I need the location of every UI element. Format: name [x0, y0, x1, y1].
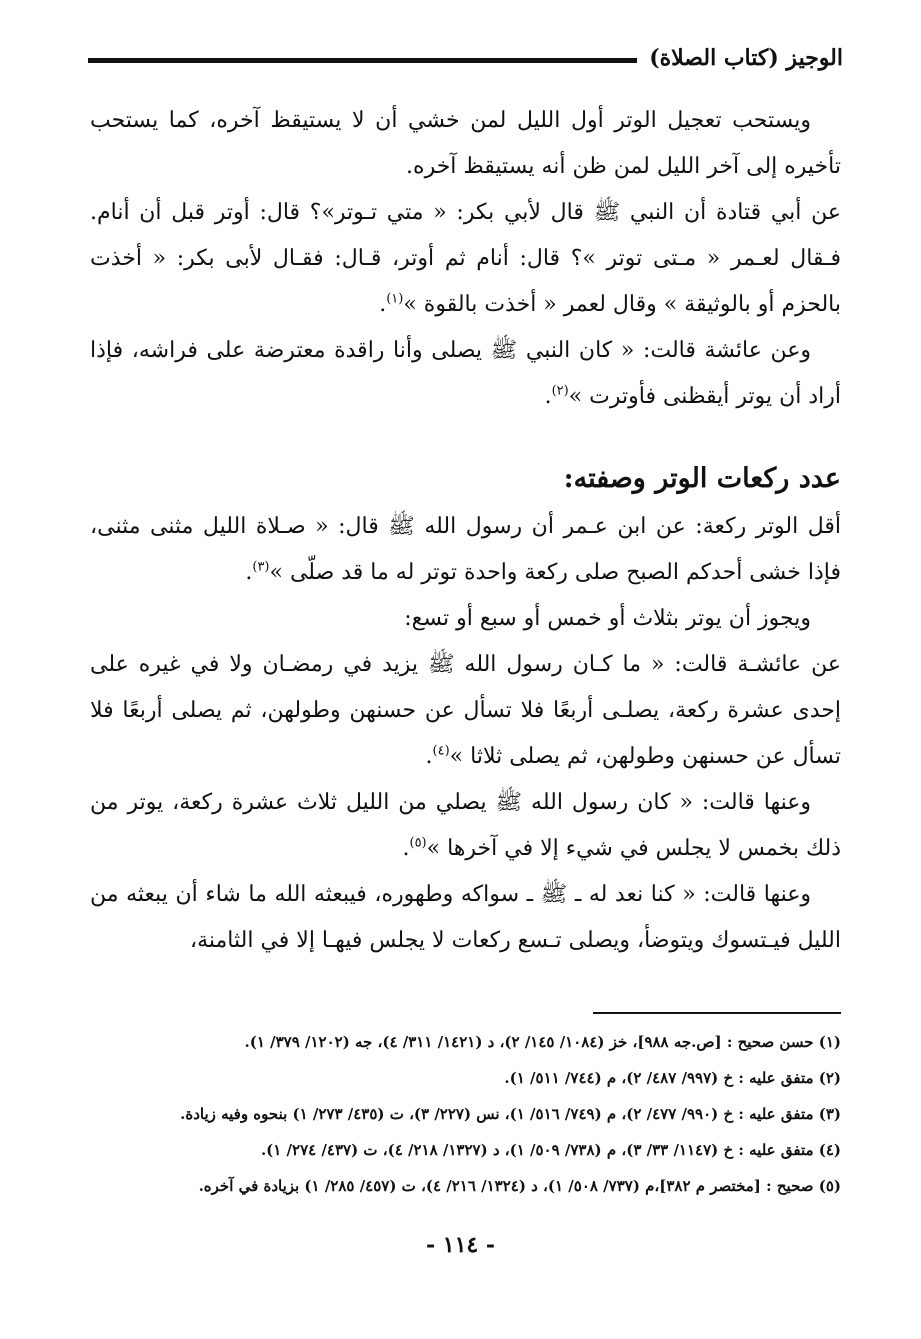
footnote-separator — [593, 1012, 841, 1014]
footnote-ref-2: (٢) — [551, 383, 569, 399]
section-paragraph-2 — [90, 596, 841, 642]
section-heading: عدد ركعات الوتر وصفته: — [563, 463, 841, 494]
paragraph-1-text: ويستحب تعجيل الوتر أول الليل لمن خشي أن لا يستيقظ آخره، كما يستحب تأخيره إلى آخر الليل لمن ظن أنه يستيقظ آخره. — [90, 108, 841, 179]
paragraph-2-text: عن أبي قتادة أن النبي ﷺ قال لأبي بكر: « متي تـوتر»؟ قال: أوتر قبل أن أنام. فـقال لعـمر « مـتى توتر »؟ قال: أنام ثم أوتر، قـال: فقـال لأبى بكر: « أخذت بالحزم أو بالوثيقة » وقال لعمر « أخذت بالقوة » — [90, 200, 841, 317]
section-paragraph-4: وعنها قالت: « كان رسول الله ﷺ يصلي من الليل ثلاث عشرة ركعة، يوتر من ذلك بخمس لا يجلس في شيء إلا في آخرها »$^{(٥)}$. — [90, 790, 841, 861]
header-title: الوجيز (كتاب الصلاة) — [649, 45, 843, 71]
section-paragraph-5 — [90, 872, 841, 964]
paragraph-3-text: وعن عائشة قالت: « كان النبي ﷺ يصلى وأنا راقدة معترضة على فراشه، فإذا أراد أن يوتر أيقظنى فأوترت » — [90, 338, 841, 409]
footnote-5: (٥) صحيح : [مختصر م ٣٨٢]،م (٧٣٧/ ٥٠٨/ ١)، د (١٣٢٤/ ٢١٦/ ٤)، ت (٤٥٧/ ٢٨٥/ ١) بزيادة في آخره. — [198, 1177, 841, 1195]
running-header — [88, 38, 843, 78]
footnote-ref-5: (٥) — [409, 835, 427, 851]
page-number: - ١١٤ - — [425, 1232, 496, 1258]
header-rule — [88, 58, 637, 63]
section-paragraph-4-text: وعنها قالت: « كان رسول الله ﷺ يصلي من الليل ثلاث عشرة ركعة، يوتر من ذلك بخمس لا يجلس في شيء إلا في آخرها » — [90, 790, 841, 861]
footnote-4: (٤) متفق عليه : خ (١١٤٧/ ٣٣/ ٣)، م (٧٣٨/ ٥٠٩/ ١)، د (١٣٢٧/ ٢١٨/ ٤)، ت (٤٣٧/ ٢٧٤/ ١). — [260, 1141, 841, 1159]
footnote-ref-3: (٣) — [252, 559, 270, 575]
section-paragraph-5-text: وعنها قالت: « كنا نعد له ـ ﷺ ـ سواكه وطهوره، فيبعثه الله ما شاء أن يبعثه من الليل فيـتسوك ويتوضأ، ويصلى تـسع ركعات لا يجلس فيهـا إلا في الثامنة، — [90, 882, 841, 953]
section-paragraph-2-text: ويجوز أن يوتر بثلاث أو خمس أو سبع أو تسع: — [404, 606, 811, 631]
footnote-ref-4: (٤) — [432, 743, 450, 759]
section-paragraph-3-text: عن عائشـة قالت: « ما كـان رسول الله ﷺ يزيد في رمضـان ولا في غيره على إحدى عشرة ركعة، يصلـى أربعًا فلا تسأل عن حسنهن وطولهن، ثم يصلى أربعًا فلا تسأل عن حسنهن وطولهن، ثم يصلى ثلاثا » — [90, 652, 841, 769]
body-text — [90, 98, 841, 964]
footnote-ref-1: (١) — [386, 291, 404, 307]
section-paragraph-1: أقل الوتر ركعة: عن ابن عـمر أن رسول الله ﷺ قال: « صـلاة الليل مثنى مثنى، فإذا خشى أحدكم الصبح صلى ركعة واحدة توتر له ما قد صلّى »$^{(٣)}$. — [90, 514, 841, 585]
paragraph-3: وعن عائشة قالت: « كان النبي ﷺ يصلى وأنا راقدة معترضة على فراشه، فإذا أراد أن يوتر أيقظنى فأوترت »$^{(٢)}$. — [90, 338, 841, 409]
footnote-2: (٢) متفق عليه : خ (٩٩٧/ ٤٨٧/ ٢)، م (٧٤٤/ ٥١١/ ١). — [504, 1069, 841, 1087]
footnotes — [88, 1024, 841, 1204]
paragraph-2: عن أبي قتادة أن النبي ﷺ قال لأبي بكر: « متي تـوتر»؟ قال: أوتر قبل أن أنام. فـقال لعـمر « مـتى توتر »؟ قال: أنام ثم أوتر، قـال: فقـال لأبى بكر: « أخذت بالحزم أو بالوثيقة » وقال لعمر « أخذت بالقوة »$^{(١)}$. — [90, 200, 841, 317]
footnote-1: (١) حسن صحيح : [ص.جه ٩٨٨]، خز (١٠٨٤/ ١٤٥/ ٢)، د (١٤٢١/ ٣١١/ ٤)، جه (١٢٠٢/ ٣٧٩/ ١). — [244, 1033, 841, 1051]
section-paragraph-3: عن عائشـة قالت: « ما كـان رسول الله ﷺ يزيد في رمضـان ولا في غيره على إحدى عشرة ركعة، يصلـى أربعًا فلا تسأل عن حسنهن وطولهن، ثم يصلى أربعًا فلا تسأل عن حسنهن وطولهن، ثم يصلى ثلاثا »$^{(٤)}$. — [90, 652, 841, 769]
section-paragraph-1-text: أقل الوتر ركعة: عن ابن عـمر أن رسول الله ﷺ قال: « صـلاة الليل مثنى مثنى، فإذا خشى أحدكم الصبح صلى ركعة واحدة توتر له ما قد صلّى » — [90, 514, 841, 585]
paragraph-1 — [90, 98, 841, 190]
footnote-3: (٣) متفق عليه : خ (٩٩٠/ ٤٧٧/ ٢)، م (٧٤٩/ ٥١٦/ ١)، نس (٢٢٧/ ٣)، ت (٤٣٥/ ٢٧٣/ ١) بنحوه وفيه زيادة. — [180, 1105, 841, 1123]
